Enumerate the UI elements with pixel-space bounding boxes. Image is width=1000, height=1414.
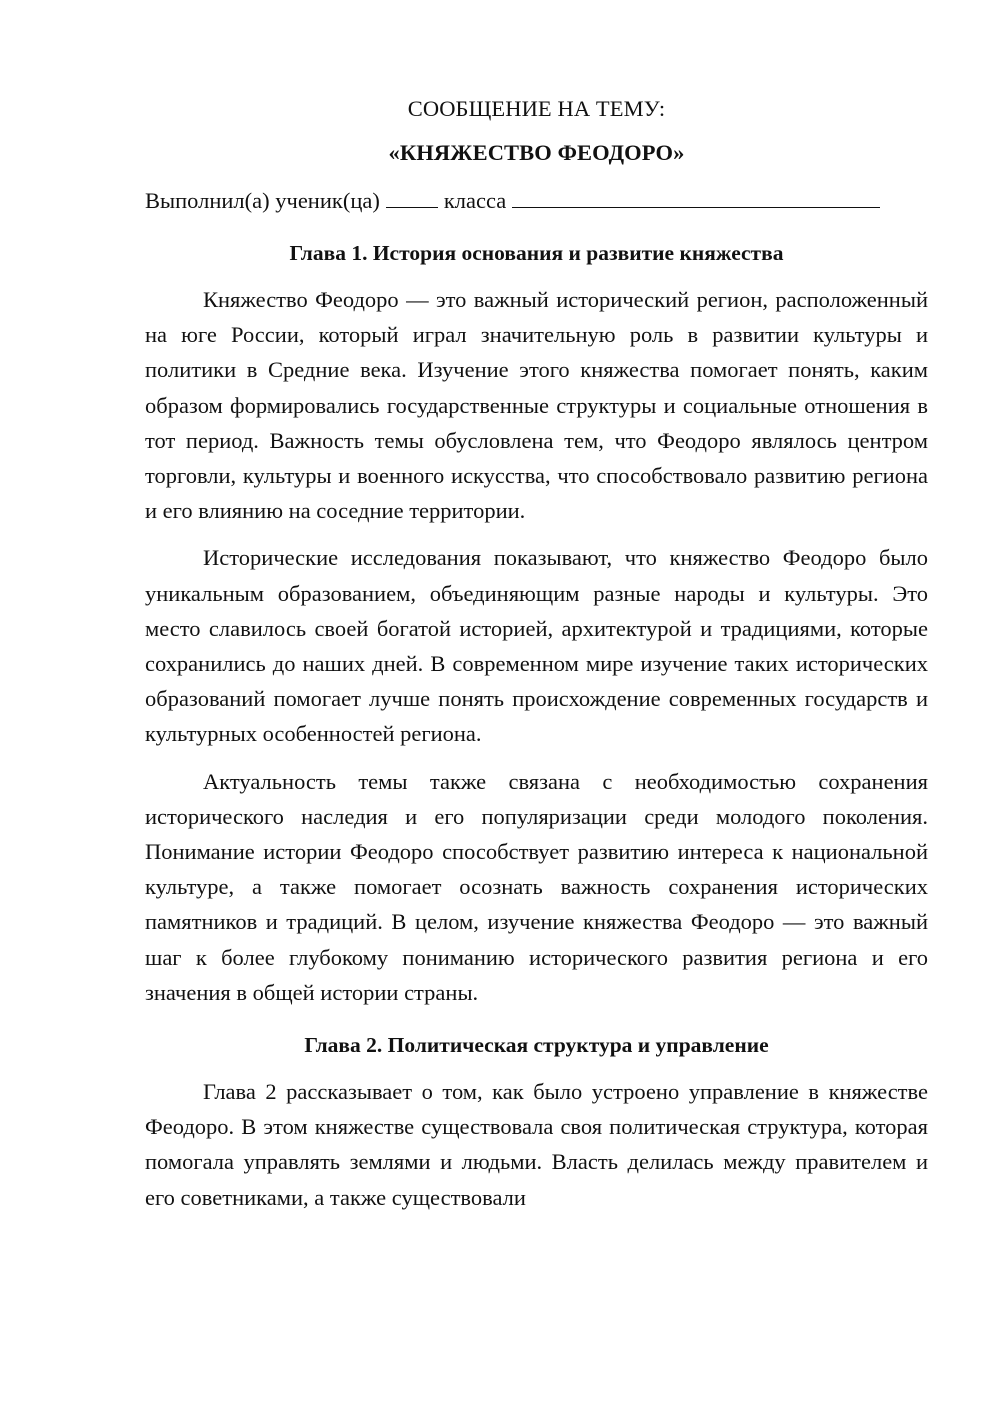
- document-page: [145, 92, 928, 1227]
- chapter-1-paragraph-2: Исторические исследования показывают, что княжество Феодоро было уникальным образованием, объединяющим разные народы и культуры. Это место славилось своей богатой историей, архитектурой и традициями, которые сохранились до наших дней. В современном мире изучение таких исторических образований помогает лучше понять происхождение современных государств и культурных особенностей региона.: [145, 545, 928, 747]
- class-number-blank: [386, 187, 438, 208]
- chapter-2-heading: Глава 2. Политическая структура и управление: [304, 1033, 769, 1058]
- class-label: класса: [443, 188, 507, 213]
- chapter-1-paragraph-3: Актуальность темы также связана с необходимостью сохранения исторического наследия и его популяризации среди молодого поколения. Понимание истории Феодоро способствует развитию интереса к национальной культуре, а также помогает осознать важность сохранения исторических памятников и традиций. В целом, изучение княжества Феодоро — это важный шаг к более глубокому пониманию исторического развития региона и его значения в общей истории страны.: [145, 768, 928, 1005]
- student-name-blank: [512, 187, 880, 208]
- chapter-1-heading: Глава 1. История основания и развитие княжества: [289, 241, 784, 265]
- document-topic: «КНЯЖЕСТВО ФЕОДОРО»: [388, 140, 685, 165]
- student-label: Выполнил(а) ученик(ца): [145, 188, 380, 213]
- chapter-2-paragraph-1: Глава 2 рассказывает о том, как было устроено управление в княжестве Феодоро. В этом княжестве существовала своя политическая структура, которая помогала управлять землями и людьми. Власть делилась между правителем и его советниками, а также существовали: [145, 1079, 928, 1210]
- document-title: СООБЩЕНИЕ НА ТЕМУ:: [407, 96, 666, 121]
- chapter-1-paragraph-1: Княжество Феодоро — это важный исторический регион, расположенный на юге России, который играл значительную роль в развитии культуры и политики в Средние века. Изучение этого княжества помогает понять, каким образом формировались государственные структуры и социальные отношения в тот период. Важность темы обусловлена тем, что Феодоро являлось центром торговли, культуры и военного искусства, что способствовало развитию региона и его влиянию на соседние территории.: [145, 287, 928, 524]
- student-info-line: [145, 184, 928, 218]
